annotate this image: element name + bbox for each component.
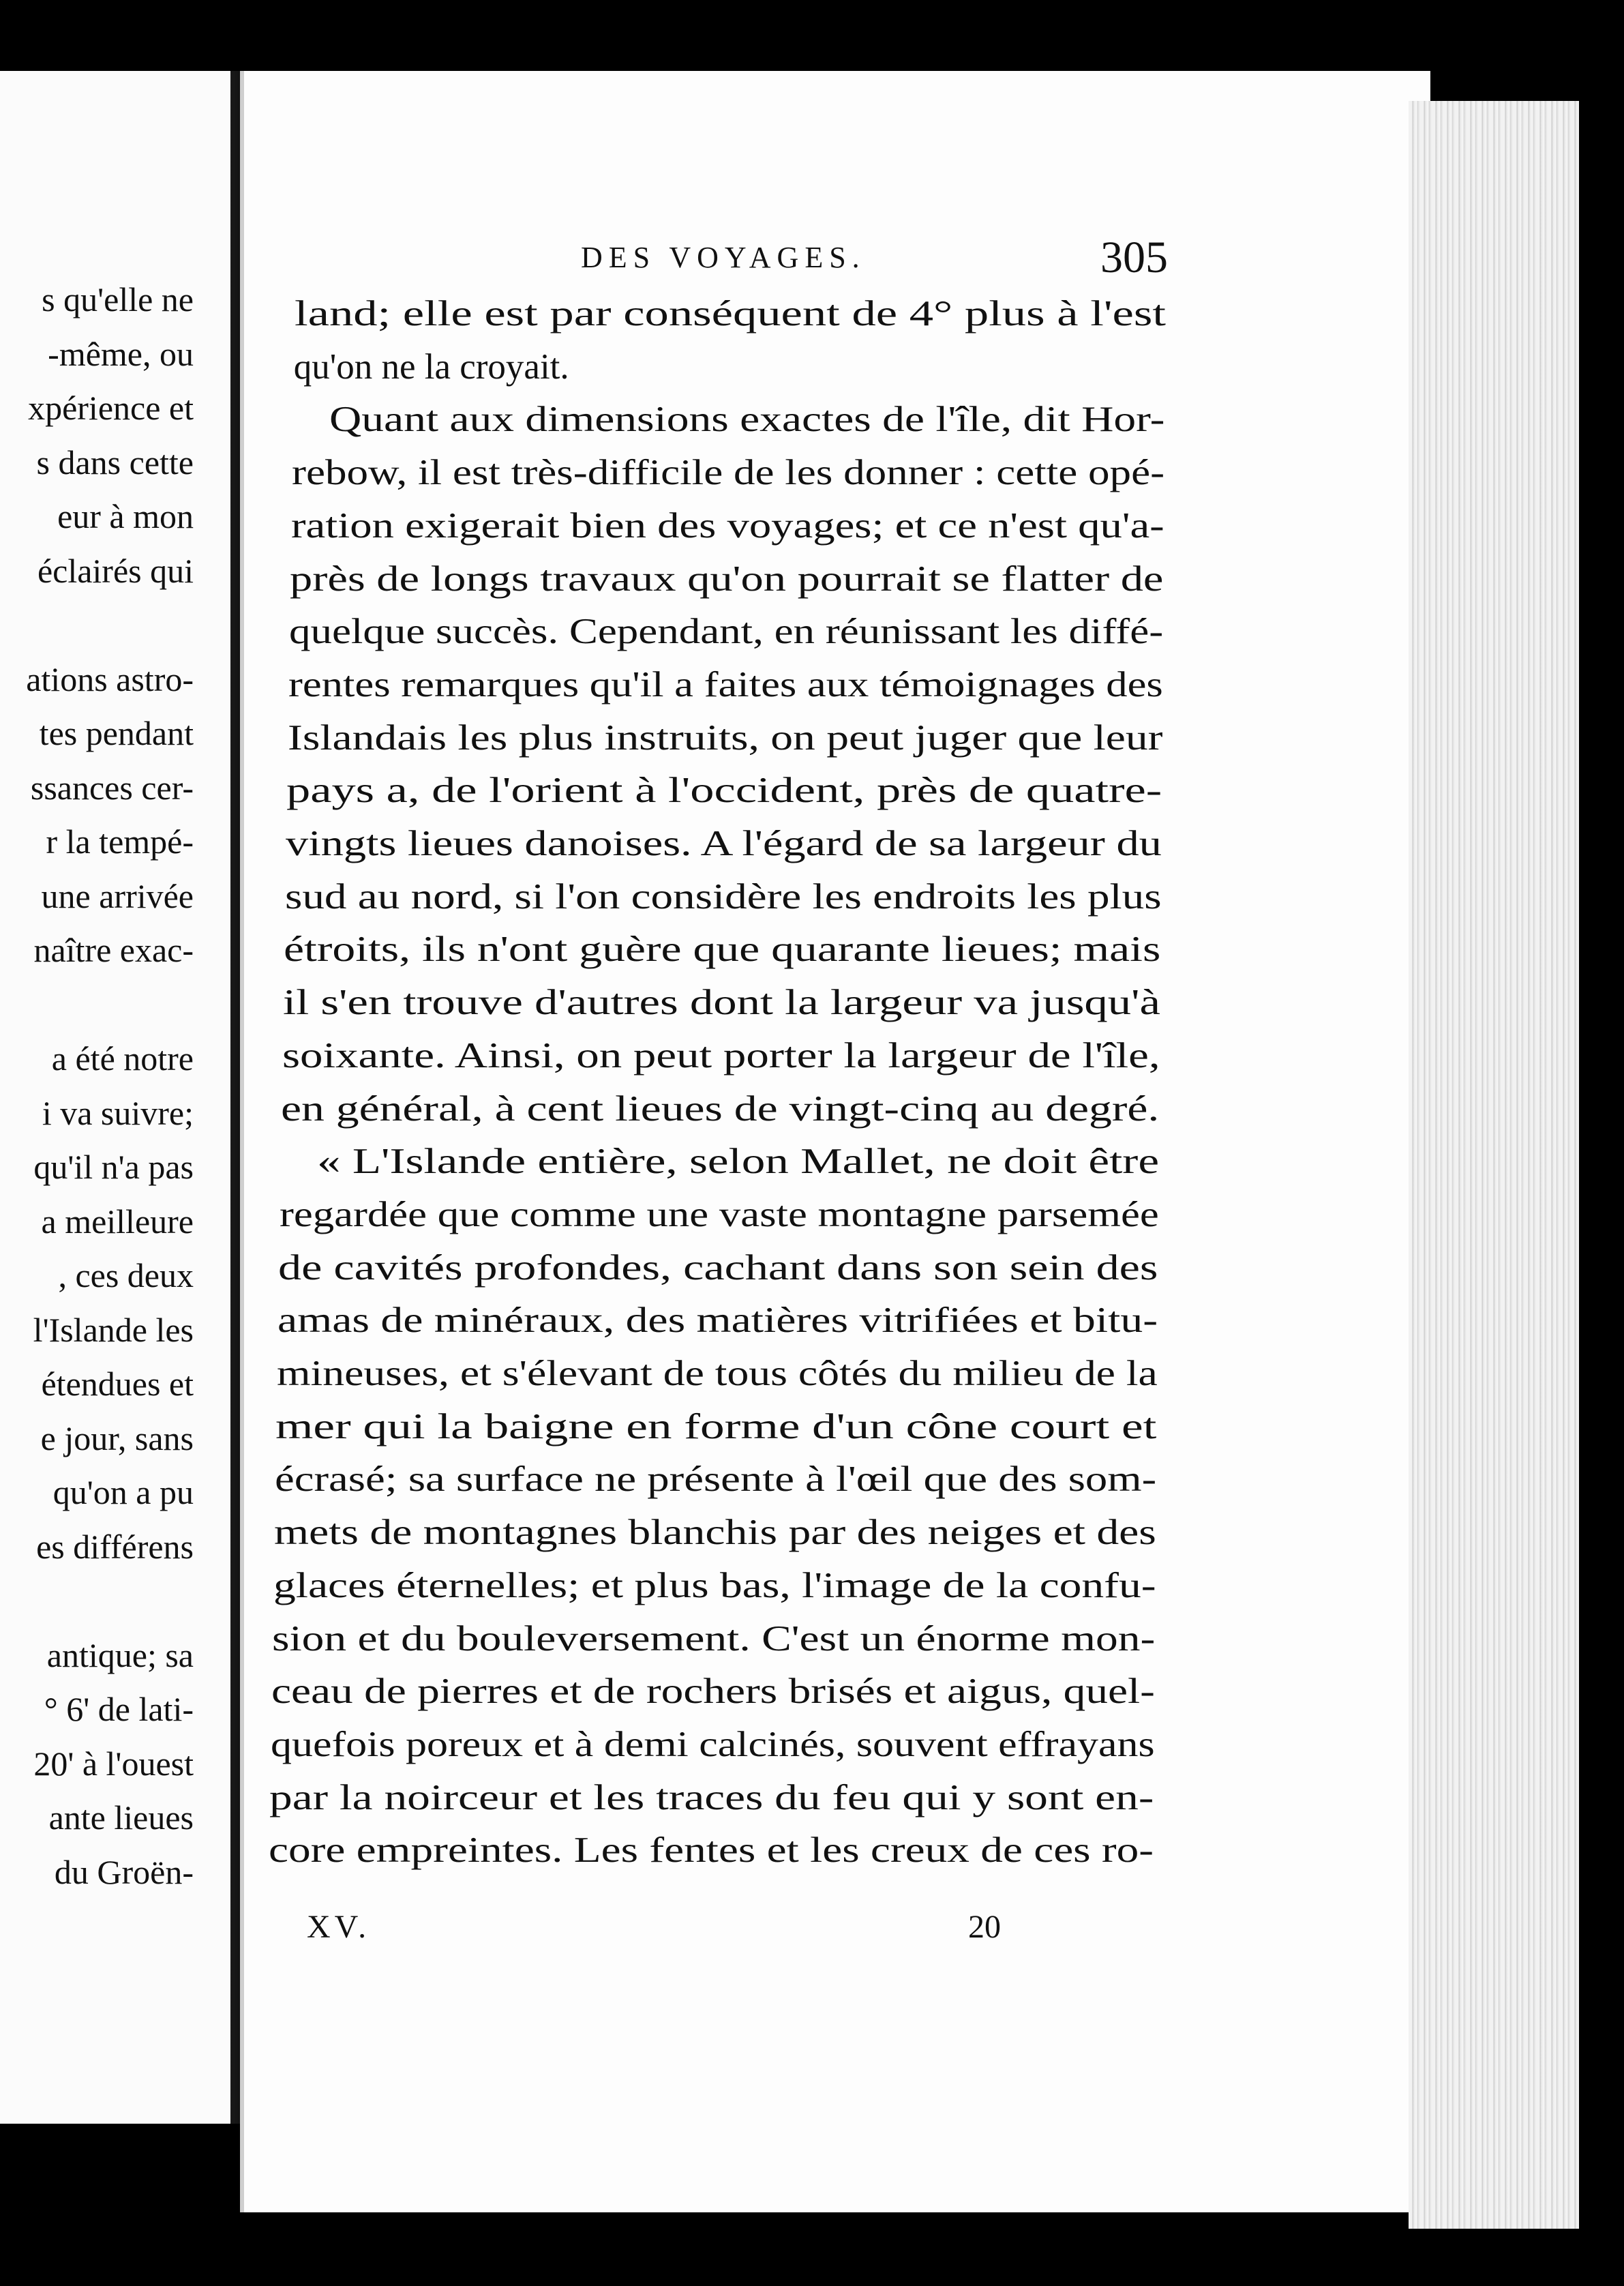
text-line: mer qui la baigne en forme d'un cône court et (275, 1406, 1157, 1446)
text-line: vingts lieues danoises. A l'égard de sa largeur du (285, 824, 1162, 863)
text-line: i va suivre; (42, 1093, 194, 1132)
text-line: étendues et (41, 1365, 194, 1403)
page-number: 305 (1100, 233, 1168, 282)
text-line: mets de montagnes blanchis par des neiges et des (273, 1513, 1156, 1553)
text-line: ceau de pierres et de rochers brisés et aigus, quel- (271, 1672, 1155, 1712)
text-line: regardée que comme une vaste montagne parsemée (279, 1194, 1159, 1234)
page-edges (1409, 101, 1579, 2229)
text-line: du Groën- (54, 1852, 194, 1891)
text-line: ante lieues (48, 1798, 194, 1837)
text-line: tes pendant (39, 714, 194, 752)
text-line: il s'en trouve d'autres dont la largeur va jusqu'à (282, 983, 1160, 1023)
text-line: soixante. Ainsi, on peut porter la largeur de l'île, (282, 1035, 1160, 1075)
text-line: quelque succès. Cependant, en réunissant les diffé- (289, 612, 1164, 652)
text-line: land; elle est par conséquent de 4° plus à l'est (295, 294, 1166, 333)
text-line: -même, ou (48, 334, 194, 373)
text-line: ° 6' de lati- (44, 1690, 194, 1728)
text-line: près de longs travaux qu'on pourrait se flatter de (290, 559, 1164, 599)
text-line: sion et du bouleversement. C'est un énorme mon- (272, 1618, 1156, 1659)
running-head: DES VOYAGES. (581, 241, 866, 274)
text-line: éclairés qui (37, 551, 194, 590)
text-line: de cavités profondes, cachant dans son sein des (278, 1247, 1158, 1288)
text-line: e jour, sans (40, 1419, 194, 1457)
text-line: écrasé; sa surface ne présente à l'œil que des som- (275, 1459, 1157, 1500)
text-line: ssances cer- (30, 768, 194, 807)
text-line: glaces éternelles; et plus bas, l'image de la confu- (273, 1565, 1156, 1605)
signature-mark: XV. (307, 1909, 371, 1945)
text-line: l'Islande les (33, 1310, 194, 1349)
text-line: mineuses, et s'élevant de tous côtés du milieu de la (276, 1354, 1158, 1393)
text-line: a meilleure (41, 1202, 194, 1241)
text-line: « L'Islande entière, selon Mallet, ne doit être (317, 1142, 1160, 1182)
text-line: une arrivée (41, 876, 194, 915)
text-line: s qu'elle ne (42, 280, 194, 318)
text-line: ations astro- (26, 659, 194, 698)
text-line: 20' à l'ouest (33, 1744, 194, 1783)
text-line: antique; sa (46, 1635, 194, 1674)
text-line: rentes remarques qu'il a faites aux témoignages des (288, 664, 1163, 704)
text-line: s dans cette (36, 443, 194, 481)
text-line: qu'on ne la croyait. (293, 346, 569, 387)
text-line: es différens (36, 1527, 194, 1566)
gathering-number: 20 (968, 1909, 1001, 1945)
text-line: , ces deux (58, 1256, 194, 1294)
text-line: qu'on a pu (52, 1473, 194, 1511)
text-line: eur à mon (57, 497, 194, 535)
text-line: xpérience et (28, 389, 194, 427)
text-line: ration exigerait bien des voyages; et ce n'est qu'a- (290, 505, 1164, 546)
text-line: qu'il n'a pas (33, 1148, 194, 1186)
text-line: étroits, ils n'ont guère que quarante lieues; mais (284, 930, 1161, 970)
text-line: par la noirceur et les traces du feu qui y sont en- (269, 1777, 1154, 1817)
text-line: r la tempé- (46, 822, 194, 861)
text-line: a été notre (51, 1039, 194, 1078)
text-line: amas de minéraux, des matières vitrifiées et bitu- (277, 1301, 1158, 1341)
text-line: Quant aux dimensions exactes de l'île, dit Hor- (329, 400, 1165, 440)
text-line: rebow, il est très-difficile de les donner : cette opé- (292, 453, 1165, 493)
text-line: Islandais les plus instruits, on peut juger que leur (287, 717, 1163, 758)
text-line: naître exac- (33, 931, 194, 969)
text-line: quefois poreux et à demi calcinés, souvent effrayans (270, 1724, 1155, 1764)
text-line: core empreintes. Les fentes et les creux de ces ro- (269, 1830, 1154, 1871)
text-line: en général, à cent lieues de vingt-cinq au degré. (281, 1088, 1160, 1129)
scan-border (1579, 101, 1624, 2286)
text-line: sud au nord, si l'on considère les endroits les plus (284, 876, 1162, 917)
text-line: pays a, de l'orient à l'occident, près de quatre- (286, 771, 1162, 811)
